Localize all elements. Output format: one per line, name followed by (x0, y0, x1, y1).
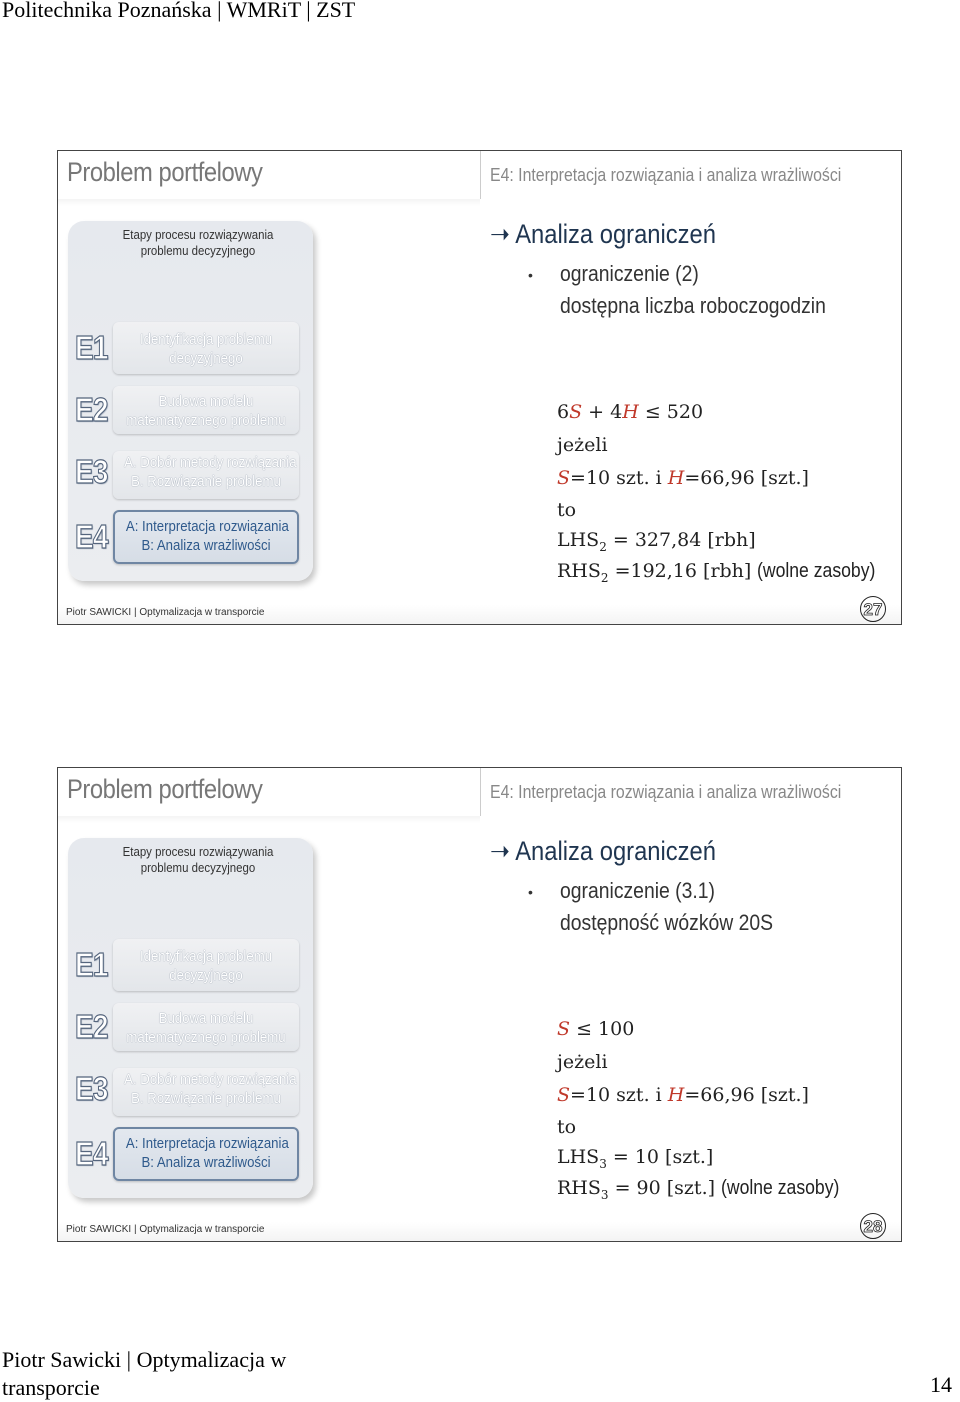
stage-label-e1: E1 (75, 329, 108, 366)
analysis-title: ➝ Analiza ograniczeń (490, 836, 716, 866)
bullet-icon: • (528, 267, 533, 283)
analysis-title: ➝ Analiza ograniczeń (490, 219, 716, 249)
stage-label-e3: E3 (75, 1070, 108, 1107)
stage-label-e4: E4 (75, 518, 108, 555)
title-bar (58, 816, 480, 823)
slide-title: Problem portfelowy (67, 157, 263, 187)
slide-footer: Piotr SAWICKI | Optymalizacja w transporcie (66, 1224, 265, 1235)
slide-footer: Piotr SAWICKI | Optymalizacja w transporcie (66, 607, 265, 618)
slide-27 (57, 150, 902, 625)
math-line-rhs: $RHS_2 =192,16$ [rbh] (wolne zasoby) (557, 560, 876, 585)
math-line-rhs: $RHS_3 = 90$ [szt.] (wolne zasoby) (557, 1177, 840, 1202)
stage-title: E4: Interpretacja rozwiązania i analiza wrażliwości (490, 165, 842, 185)
bullet-subtext: dostępna liczba roboczogodzin (560, 293, 826, 318)
title-bar (58, 199, 480, 206)
math-line-lhs: $LHS_3 = 10$ [szt.] (557, 1146, 714, 1171)
page-footer: Piotr Sawicki | Optymalizacja w transporcie (2, 1347, 287, 1400)
slide-28 (57, 767, 902, 1242)
arrow-right-icon: ➝ (490, 836, 510, 866)
stage-title: E4: Interpretacja rozwiązania i analiza wrażliwości (490, 782, 842, 802)
panel-heading: Etapy procesu rozwiązywania problemu decyzyjnego (122, 227, 274, 258)
page-number: 14 (930, 1372, 952, 1397)
page-header: Politechnika Poznańska | WMRiT | ZST (2, 0, 356, 22)
slide-title: Problem portfelowy (67, 774, 263, 804)
slide-number: 28 (860, 1213, 886, 1239)
math-line-values: S=10 szt. i H=66,96 [szt.] (557, 467, 809, 489)
step-e3: A. Dobór metody rozwiązania B. Rozwiązanie problemu (113, 1068, 299, 1116)
slide-number: 27 (860, 596, 886, 622)
math-line-then: to (557, 1116, 577, 1138)
step-e1: Identyfikacja problemu decyzyjnego (113, 322, 299, 374)
step-e2: Budowa modelu matematycznego problemu (113, 386, 299, 434)
bullet-subtext: dostępność wózków 20S (560, 910, 774, 935)
step-e1: Identyfikacja problemu decyzyjnego (113, 939, 299, 991)
step-e3: A. Dobór metody rozwiązania B. Rozwiązanie problemu (113, 451, 299, 499)
step-e4-active: A: Interpretacja rozwiązania B: Analiza wrażliwości (113, 510, 299, 564)
math-line-constraint: 6S + 4H ≤ 520 (557, 401, 704, 423)
step-e4-active: A: Interpretacja rozwiązania B: Analiza wrażliwości (113, 1127, 299, 1181)
panel-heading: Etapy procesu rozwiązywania problemu decyzyjnego (122, 844, 274, 875)
stage-label-e1: E1 (75, 946, 108, 983)
math-line-constraint: S ≤ 100 (557, 1018, 635, 1040)
stage-label-e2: E2 (75, 391, 108, 428)
stage-label-e3: E3 (75, 453, 108, 490)
arrow-right-icon: ➝ (490, 219, 510, 249)
math-line-values: S=10 szt. i H=66,96 [szt.] (557, 1084, 809, 1106)
stage-label-e2: E2 (75, 1008, 108, 1045)
stage-label-e4: E4 (75, 1135, 108, 1172)
step-e2: Budowa modelu matematycznego problemu (113, 1003, 299, 1051)
bullet-icon: • (528, 884, 533, 900)
divider (480, 151, 481, 199)
bullet-text: ograniczenie (2) (560, 261, 699, 286)
math-line-if: jeżeli (557, 434, 608, 456)
divider (480, 768, 481, 816)
math-line-then: to (557, 499, 577, 521)
math-line-if: jeżeli (557, 1051, 608, 1073)
math-line-lhs: $LHS_2 = 327,84$ [rbh] (557, 529, 756, 554)
bullet-text: ograniczenie (3.1) (560, 878, 715, 903)
